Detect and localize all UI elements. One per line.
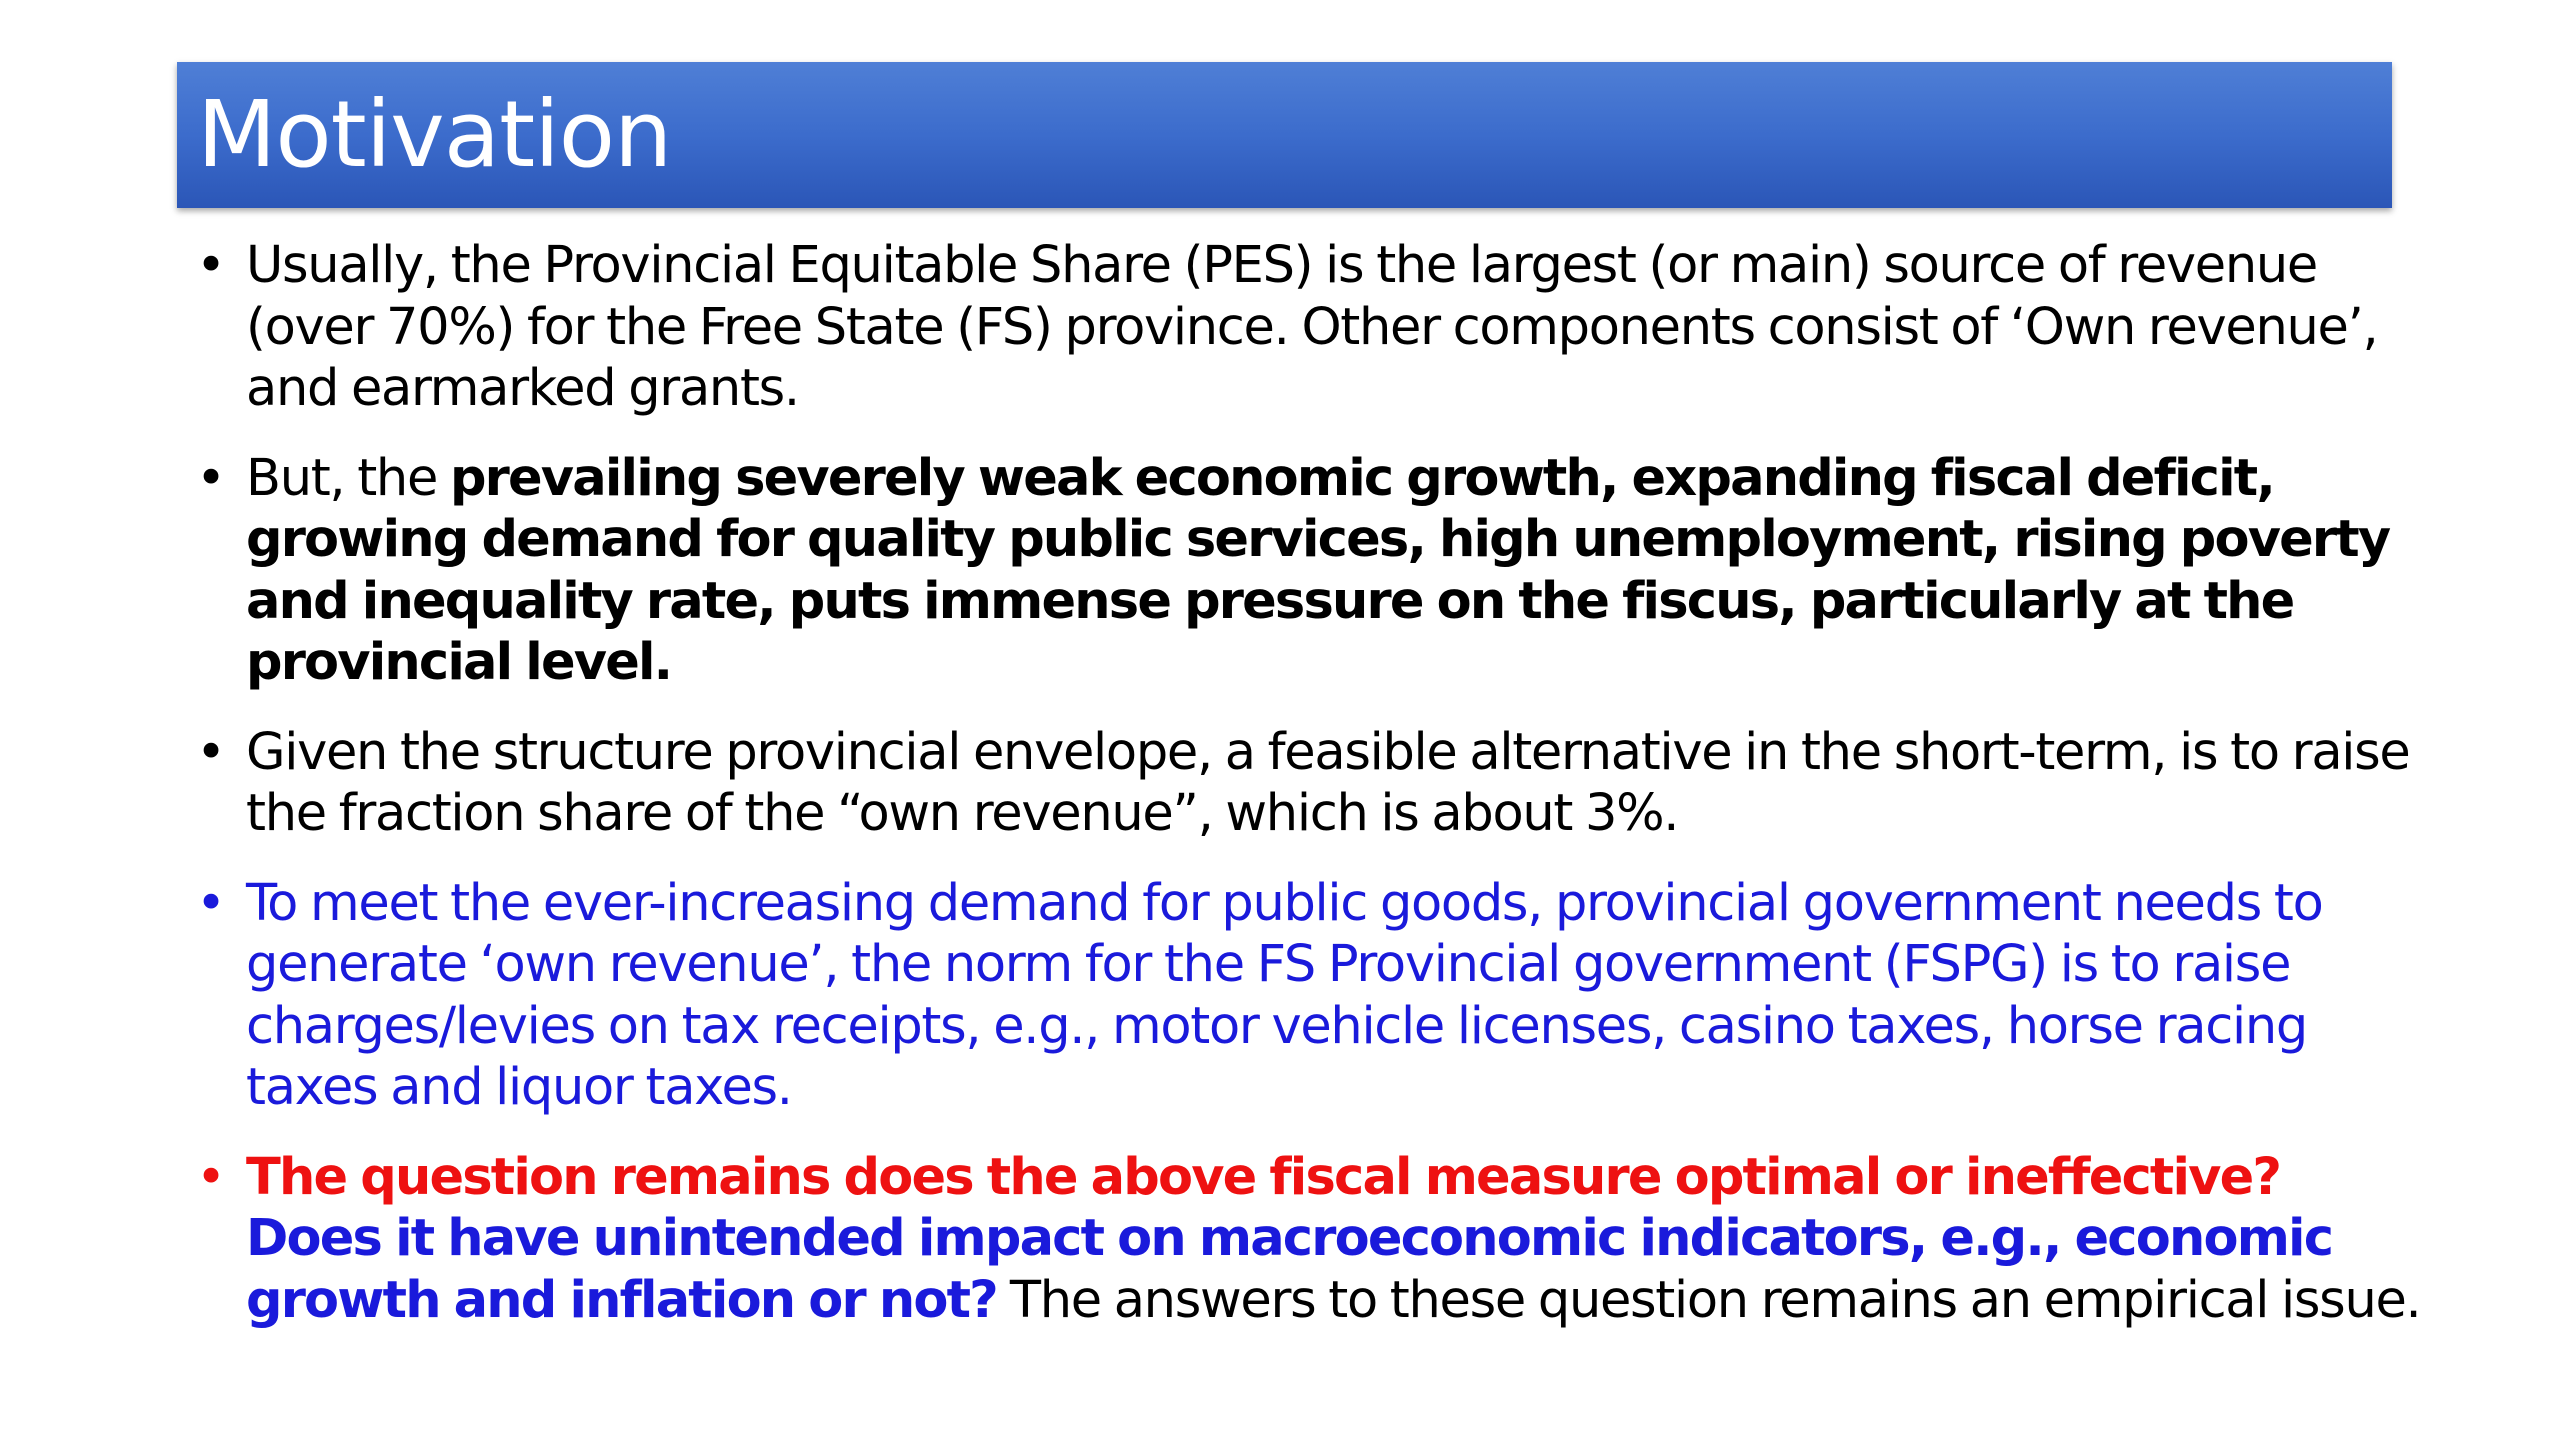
bullet-item-own-revenue xyxy=(196,873,2426,1119)
bullet-lead-text: But, the xyxy=(246,448,450,508)
bullet-text: To meet the ever-increasing demand for public goods, provincial government needs to generate ‘own revenue’, the norm for the FS Provincial government (FSPG) is to raise charges/levies on tax receipts, e.g., motor vehicle licenses, casino taxes, horse racing taxes and liquor taxes. xyxy=(246,873,2323,1117)
bullet-plain-text: The answers to these question remains an empirical issue. xyxy=(996,1270,2421,1330)
bullet-item-alternative xyxy=(196,722,2426,845)
slide-title: Motivation xyxy=(197,81,672,188)
bullet-list xyxy=(196,235,2426,1331)
bullet-bold-text: prevailing severely weak economic growth, expanding fiscal deficit, growing demand for quality public services, high unemployment, rising poverty and inequality rate, puts immense pressure on the fiscus, particularly at the provincial level. xyxy=(246,448,2390,692)
bullet-dot: • xyxy=(196,448,225,508)
bullet-item-question xyxy=(196,1147,2426,1332)
bullet-red-question: The question remains does the above fiscal measure optimal or ineffective? xyxy=(246,1147,2281,1207)
bullet-item-pes xyxy=(196,235,2426,420)
title-bar xyxy=(177,62,2392,208)
bullet-blue-question: Does it have unintended impact on macroeconomic indicators, e.g., economic growth and inflation or not? xyxy=(246,1209,2333,1330)
bullet-dot: • xyxy=(196,1147,225,1207)
bullet-item-pressure xyxy=(196,448,2426,694)
bullet-text: Usually, the Provincial Equitable Share (PES) is the largest (or main) source of revenue (over 70%) for the Free State (FS) province. Other components consist of ‘Own revenue’, and earmarked grants. xyxy=(246,236,2378,418)
bullet-dot: • xyxy=(196,873,225,933)
bullet-dot: • xyxy=(196,236,225,295)
bullet-dot: • xyxy=(196,722,225,782)
bullet-text: Given the structure provincial envelope, a feasible alternative in the short-term, is to raise the fraction share of the “own revenue”, which is about 3%. xyxy=(246,722,2410,843)
